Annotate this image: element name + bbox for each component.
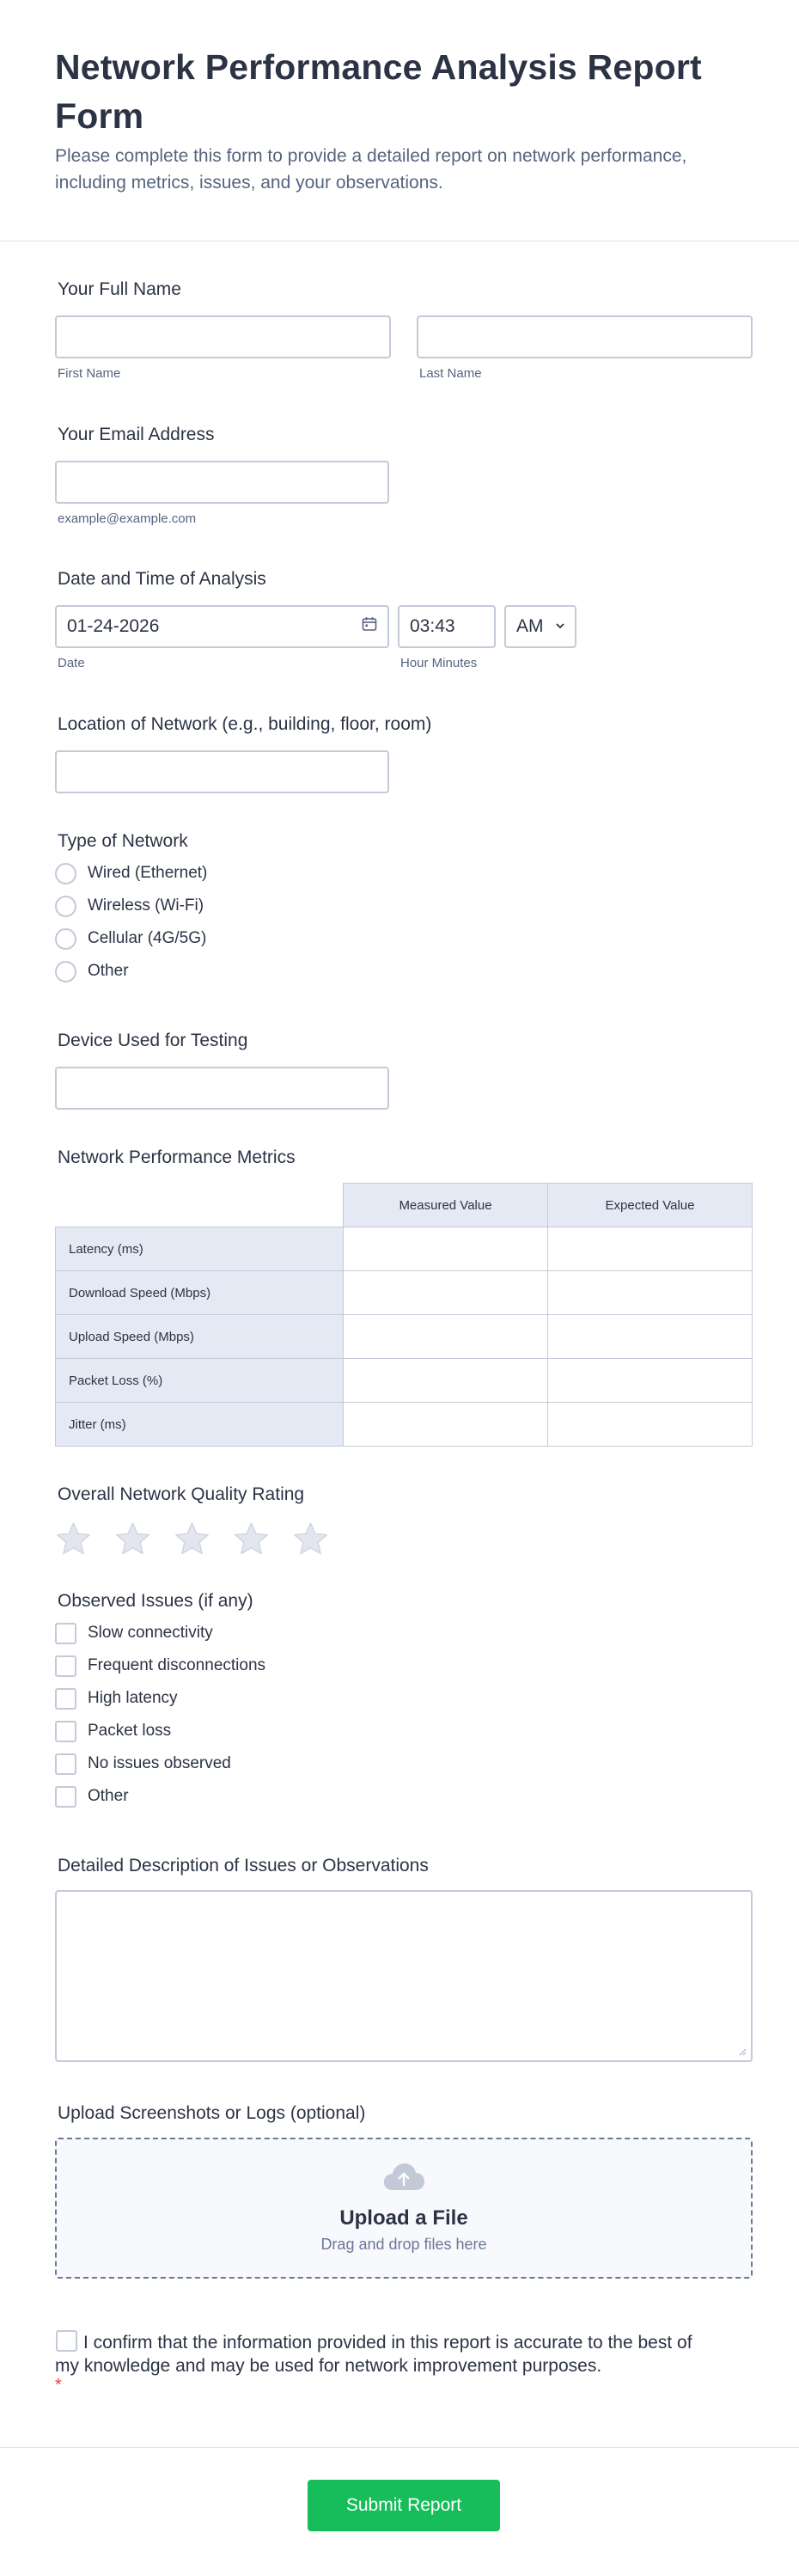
column-header: Expected Value: [548, 1184, 753, 1227]
location-label: Location of Network (e.g., building, floor, room): [58, 714, 432, 734]
issues-options: [55, 1617, 265, 1813]
upload-subtitle: Drag and drop files here: [320, 2236, 487, 2253]
file-dropzone[interactable]: [55, 2138, 753, 2279]
checkbox[interactable]: [55, 1721, 76, 1742]
location-section: [55, 714, 431, 793]
resize-handle-icon[interactable]: [738, 2047, 747, 2056]
location-input[interactable]: [55, 750, 389, 793]
star-icon[interactable]: [55, 1521, 92, 1557]
form-header: [0, 0, 799, 242]
date-group: [55, 605, 389, 670]
full-name-label: Your Full Name: [58, 279, 181, 299]
first-name-sublabel: First Name: [58, 366, 121, 381]
issues-label: Observed Issues (if any): [58, 1591, 253, 1611]
radio-circle[interactable]: [55, 896, 76, 917]
star-icon[interactable]: [174, 1521, 210, 1557]
expected-value-cell[interactable]: [548, 1271, 753, 1315]
email-section: [55, 425, 389, 526]
expected-value-cell[interactable]: [548, 1359, 753, 1403]
checkbox-option[interactable]: [55, 1617, 265, 1649]
chevron-down-icon: [554, 616, 566, 637]
network-type-section: [55, 831, 207, 988]
radio-circle[interactable]: [55, 961, 76, 982]
row-header: Upload Speed (Mbps): [56, 1315, 344, 1359]
upload-section: [55, 2103, 753, 2279]
checkbox-label: No issues observed: [88, 1754, 231, 1772]
checkbox-label: Packet loss: [88, 1722, 172, 1740]
checkbox-label: High latency: [88, 1689, 178, 1707]
required-mark: *: [55, 2376, 62, 2395]
checkbox-label: Frequent disconnections: [88, 1656, 266, 1674]
checkbox[interactable]: [55, 1753, 76, 1775]
upload-label: Upload Screenshots or Logs (optional): [58, 2103, 366, 2123]
metrics-header-row: [56, 1184, 753, 1227]
date-sublabel: Date: [58, 656, 85, 670]
first-name-input[interactable]: [55, 315, 391, 358]
metrics-label: Network Performance Metrics: [58, 1147, 296, 1167]
table-row: [56, 1359, 753, 1403]
device-section: [55, 1031, 389, 1110]
checkbox-option[interactable]: [55, 1682, 265, 1715]
checkbox-option[interactable]: [55, 1715, 265, 1747]
expected-value-cell[interactable]: [548, 1403, 753, 1447]
checkbox-label: Other: [88, 1787, 129, 1805]
radio-option[interactable]: [55, 857, 207, 890]
time-input[interactable]: [398, 605, 496, 648]
checkbox-option[interactable]: [55, 1780, 265, 1813]
device-label: Device Used for Testing: [58, 1031, 248, 1050]
date-input[interactable]: [55, 605, 389, 648]
radio-label: Wired (Ethernet): [88, 864, 208, 882]
rating-section: [55, 1484, 329, 1557]
ampm-select[interactable]: [504, 605, 576, 648]
confirm-checkbox[interactable]: [56, 2330, 77, 2352]
full-name-section: [55, 279, 753, 381]
last-name-group: [417, 315, 753, 381]
calendar-icon[interactable]: [362, 616, 377, 637]
radio-circle[interactable]: [55, 928, 76, 950]
table-row: [56, 1403, 753, 1447]
metrics-section: [55, 1147, 753, 1447]
confirm-section: [55, 2330, 708, 2393]
checkbox-label: Slow connectivity: [88, 1624, 213, 1642]
column-header: Measured Value: [344, 1184, 548, 1227]
upload-title: Upload a File: [339, 2206, 468, 2230]
time-sublabel: Hour Minutes: [400, 656, 478, 670]
date-value: 01-24-2026: [67, 616, 160, 636]
row-header: Jitter (ms): [56, 1403, 344, 1447]
description-textarea[interactable]: [55, 1890, 753, 2062]
star-icon[interactable]: [233, 1521, 270, 1557]
star-icon[interactable]: [292, 1521, 329, 1557]
star-rating: [55, 1521, 329, 1557]
radio-label: Cellular (4G/5G): [88, 929, 207, 947]
checkbox[interactable]: [55, 1786, 76, 1808]
last-name-sublabel: Last Name: [419, 366, 482, 381]
radio-label: Other: [88, 962, 129, 980]
rating-label: Overall Network Quality Rating: [58, 1484, 305, 1504]
measured-value-cell[interactable]: [344, 1271, 548, 1315]
checkbox-option[interactable]: [55, 1649, 265, 1682]
datetime-section: [55, 569, 576, 670]
expected-value-cell[interactable]: [548, 1227, 753, 1271]
measured-value-cell[interactable]: [344, 1315, 548, 1359]
confirm-text: I confirm that the information provided in this report is accurate to the best of my knowledge and may be used for network improvement purposes.: [55, 2333, 692, 2376]
checkbox-option[interactable]: [55, 1747, 265, 1780]
ampm-value: AM: [516, 616, 544, 636]
confirm-text-block: [55, 2330, 708, 2377]
radio-circle[interactable]: [55, 863, 76, 884]
expected-value-cell[interactable]: [548, 1315, 753, 1359]
measured-value-cell[interactable]: [344, 1403, 548, 1447]
metrics-corner: [56, 1184, 344, 1227]
checkbox[interactable]: [55, 1623, 76, 1644]
network-type-label: Type of Network: [58, 831, 188, 851]
time-group: [398, 605, 576, 670]
device-input[interactable]: [55, 1067, 389, 1110]
radio-option[interactable]: [55, 955, 207, 988]
submit-button[interactable]: Submit Report: [308, 2480, 500, 2531]
table-row: [56, 1315, 753, 1359]
description-section: [55, 1856, 753, 2062]
table-row: [56, 1227, 753, 1271]
last-name-input[interactable]: [417, 315, 753, 358]
page-title: Network Performance Analysis Report Form: [55, 47, 702, 136]
email-input[interactable]: [55, 461, 389, 504]
description-label: Detailed Description of Issues or Observations: [58, 1856, 429, 1875]
form-footer: [0, 2447, 799, 2576]
measured-value-cell[interactable]: [344, 1227, 548, 1271]
row-header: Download Speed (Mbps): [56, 1271, 344, 1315]
radio-option[interactable]: [55, 890, 207, 922]
radio-label: Wireless (Wi-Fi): [88, 896, 204, 915]
email-label: Your Email Address: [58, 425, 215, 444]
cloud-upload-icon: [382, 2163, 425, 2196]
datetime-label: Date and Time of Analysis: [58, 569, 266, 589]
row-header: Latency (ms): [56, 1227, 344, 1271]
page-subtitle: Please complete this form to provide a detailed report on network performance, including metrics, issues, and your observations.: [55, 146, 687, 193]
checkbox[interactable]: [55, 1688, 76, 1710]
radio-option[interactable]: [55, 922, 207, 955]
network-type-options: [55, 857, 207, 988]
issues-section: [55, 1591, 265, 1813]
table-row: [56, 1271, 753, 1315]
metrics-table: [55, 1183, 753, 1447]
row-header: Packet Loss (%): [56, 1359, 344, 1403]
star-icon[interactable]: [114, 1521, 151, 1557]
checkbox[interactable]: [55, 1655, 76, 1677]
first-name-group: [55, 315, 391, 381]
measured-value-cell[interactable]: [344, 1359, 548, 1403]
time-value: 03:43: [410, 616, 455, 636]
email-sublabel: example@example.com: [58, 511, 197, 526]
